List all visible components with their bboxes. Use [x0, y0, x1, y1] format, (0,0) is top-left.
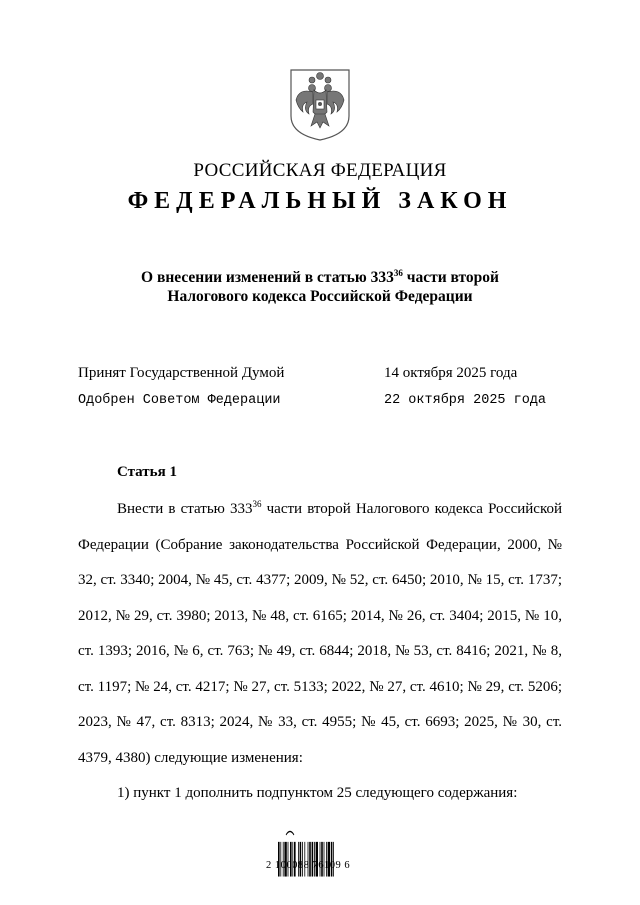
adoption-council-label: Одобрен Советом Федерации	[78, 393, 281, 408]
country-name: РОССИЙСКАЯ ФЕДЕРАЦИЯ	[193, 160, 447, 181]
adoption-duma	[78, 365, 558, 385]
law-title-line2: Налогового кодекса Российской Федерации	[167, 288, 473, 305]
law-type: ФЕДЕРАЛЬНЫЙ ЗАКОН	[127, 188, 513, 214]
law-title-line1: О внесении изменений в статью $333^{36}$ части второй	[141, 268, 499, 286]
article-title: Статья 1	[117, 464, 177, 480]
adoption-council	[78, 393, 558, 413]
barcode-icon	[272, 828, 372, 880]
article-paragraph-2: 1) пункт 1 дополнить подпунктом 25 следующего содержания:	[117, 785, 518, 801]
article-body	[78, 492, 562, 812]
adoption-duma-label: Принят Государственной Думой	[78, 365, 285, 381]
adoption-council-date: 22 октября 2025 года	[384, 393, 547, 408]
law-title	[0, 268, 640, 306]
barcode-number: 2 100088 76109 6	[266, 860, 351, 871]
adoption-duma-date: 14 октября 2025 года	[384, 365, 518, 381]
coat-of-arms-icon	[289, 68, 351, 142]
article-paragraph-1: Внести в статью $333^{36}$ части второй Налогового кодекса Российской Федерации (Собрание законодательства Российской Федерации, 2000, № 32, ст. 3340; 2004, № 45, ст. 4377; 2009, № 52, ст. 6450; 2010, № 15, ст. 1737; 2012, № 29, ст. 3980; 2013, № 48, ст. 6165; 2014, № 26, ст. 3404; 2015, № 10, ст. 1393; 2016, № 6, ст. 763; № 49, ст. 6844; 2018, № 53, ст. 8416; 2021, № 8, ст. 1197; № 24, ст. 4217; № 27, ст. 5133; 2022, № 27, ст. 4610; № 29, ст. 5206; 2023, № 47, ст. 8313; 2024, № 33, ст. 4955; № 45, ст. 6693; 2025, № 30, ст. 4379, 4380) следующие изменения:	[78, 499, 563, 766]
